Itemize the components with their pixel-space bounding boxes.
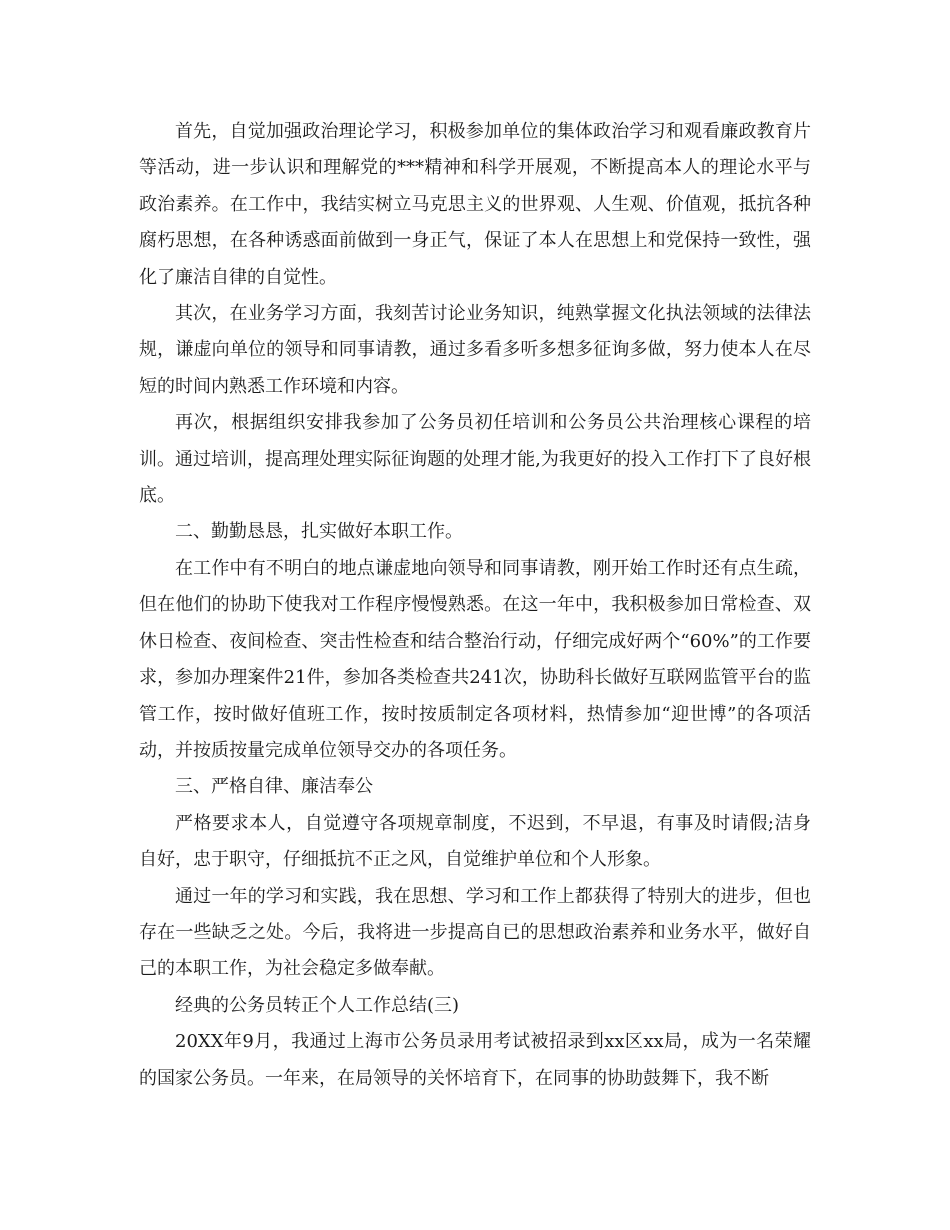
paragraph-4: 在工作中有不明白的地点谦虚地向领导和同事请教，刚开始工作时还有点生疏，但在他们的协助下使我对工作程序慢慢熟悉。在这一年中，我积极参加日常检查、双休日检查、夜间检查、突击性检查和结合整治行动，仔细完成好两个“60%”的工作要求，参加办理案件21件，参加各类检查共241次，协助科长做好互联网监管平台的监管工作，按时做好值班工作，按时按质制定各项材料，热情参加“迎世博”的各项活动，并按质按量完成单位领导交办的各项任务。 (139, 557, 811, 761)
paragraph-1: 首先，自觉加强政治理论学习，积极参加单位的集体政治学习和观看廉政教育片等活动，进一步认识和理解党的***精神和科学开展观，不断提高本人的理论水平与政治素养。在工作中，我结实树立马克思主义的世界观、人生观、价值观，抵抗各种腐朽思想，在各种诱惑面前做到一身正气，保证了本人在思想上和党保持一致性，强化了廉洁自律的自觉性。 (139, 121, 811, 288)
article-title: 经典的公务员转正个人工作总结(三) (175, 994, 460, 1016)
section-heading-2: 二、勤勤恳恳，扎实做好本职工作。 (175, 521, 463, 543)
document-body (139, 114, 811, 1097)
paragraph-7: 20XX年9月，我通过上海市公务员录用考试被招录到xx区xx局，成为一名荣耀的国家公务员。一年来，在局领导的关怀培育下，在同事的协助鼓舞下，我不断 (139, 1031, 811, 1089)
section-heading-3: 三、严格自律、廉洁奉公 (175, 776, 373, 798)
paragraph-5: 严格要求本人，自觉遵守各项规章制度，不迟到，不早退，有事及时请假;洁身自好，忠于职守，仔细抵抗不正之风，自觉维护单位和个人形象。 (139, 812, 811, 871)
paragraph-2: 其次，在业务学习方面，我刻苦讨论业务知识，纯熟掌握文化执法领域的法律法规，谦虚向单位的领导和同事请教，通过多看多听多想多征询多做，努力使本人在尽短的时间内熟悉工作环境和内容。 (139, 303, 811, 397)
paragraph-3: 再次，根据组织安排我参加了公务员初任培训和公务员公共治理核心课程的培训。通过培训，提高理处理实际征询题的处理才能,为我更好的投入工作打下了良好根底。 (139, 412, 811, 507)
paragraph-6: 通过一年的学习和实践，我在思想、学习和工作上都获得了特别大的进步，但也存在一些缺乏之处。今后，我将进一步提高自已的思想政治素养和业务水平，做好自己的本职工作，为社会稳定多做奉献。 (139, 885, 811, 980)
